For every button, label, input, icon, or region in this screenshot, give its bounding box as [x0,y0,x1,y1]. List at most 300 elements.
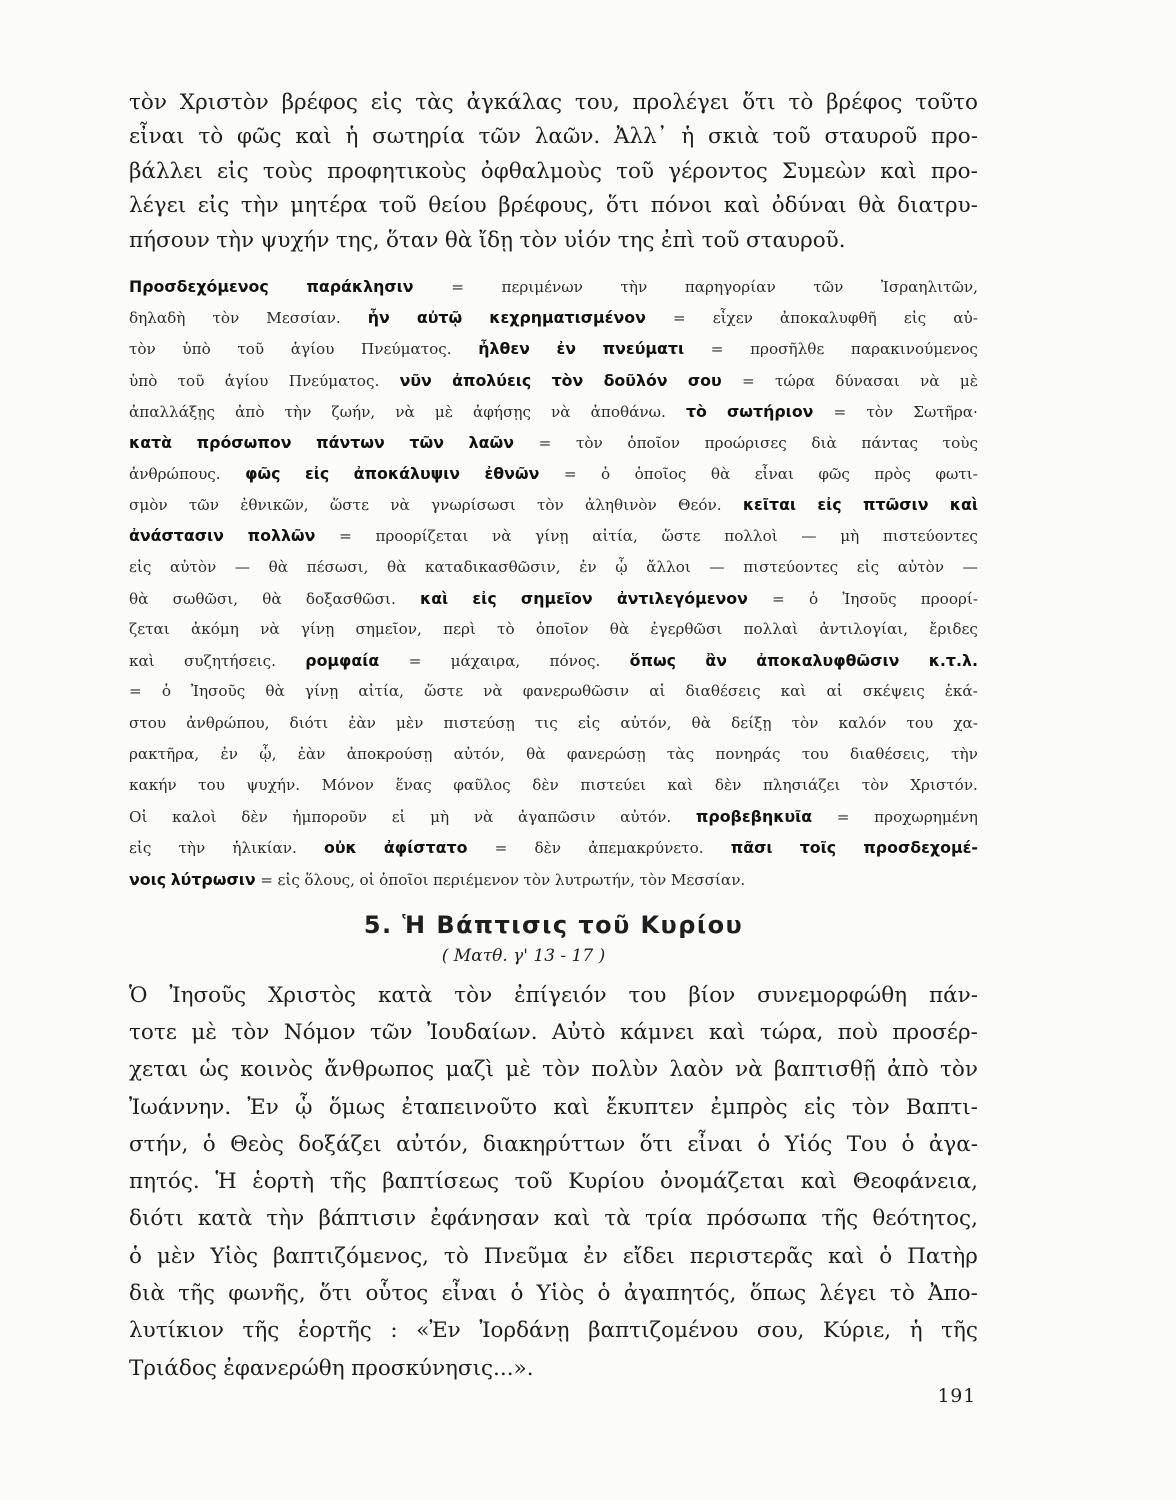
gloss-term-word: πολλῶν [247,526,316,546]
word: τὸ [198,124,224,150]
word: τὸν [939,1057,978,1083]
gloss-line [129,552,978,583]
word: δοξάζει [298,1131,382,1157]
gloss-word: = [741,371,755,390]
gloss-word: = [710,340,724,359]
word: ὅπως [749,1281,807,1307]
gloss-word: του [198,775,225,794]
word: συνεμορφώθη [757,982,908,1008]
gloss-word: νὰ [551,402,571,421]
gloss-word: τοῦ [177,371,205,390]
word: ἡ [909,1318,923,1344]
word: μητέρα [290,193,368,219]
word: τὴν [216,227,255,253]
gloss-word: ἐὰν [348,713,376,732]
word: ἔκυπτεν [605,1094,695,1120]
word: προσκύνησις...». [351,1355,534,1381]
word: Νόμον [283,1020,356,1045]
word: λαὸν [669,1057,724,1083]
gloss-word: στου [129,713,167,732]
word: ἀγαπητός, [623,1281,737,1307]
gloss-word: θὰ [268,557,289,576]
gloss-word: τὰς [666,744,695,763]
gloss-word: ἀνθρώπους. [129,465,221,484]
gloss-term-word: τὸν [551,370,584,390]
gloss-word: ἀνθρώπου, [186,713,270,732]
gloss-word: χα- [953,713,978,732]
gloss-term-word: κεῖται [742,495,797,515]
word: τῆς [821,1206,859,1232]
word: ὁ [757,1131,771,1157]
gloss-word: προορί- [920,589,978,608]
gloss-word: καλοὶ [172,808,217,827]
gloss-word: καταδικασθῶσιν, [425,557,561,576]
word: τῆς [941,1318,978,1344]
gloss-word: φαῦλος [453,775,511,794]
word: ἐπὶ [661,227,696,253]
gloss-word: Πνεύματος. [288,371,380,390]
gloss-word: ᾧ [615,557,628,576]
gloss-term-word: ἀνάστασιν [129,526,224,546]
gloss-line [129,583,978,614]
gloss-term-word: πάντων [316,432,385,452]
word: καὶ [295,124,332,150]
word: ἐν [583,1243,608,1269]
word: μαζὶ [445,1057,495,1083]
word: ἡ [345,124,359,150]
word: λέγει [129,193,187,219]
word: τὸ [443,1243,469,1269]
word: νὰ [735,1057,763,1083]
gloss-word: εἰς [903,309,927,328]
word: ὁ [510,1281,524,1307]
gloss-word: εἶχεν [712,309,753,328]
word: ἑορτῆς [297,1318,372,1344]
gloss-word: τις [534,713,558,732]
word: καὶ [723,193,761,219]
word: Κύριε, [822,1318,892,1344]
gloss-word: πιστεύοντες [882,527,978,546]
gloss-word: ἀπαλλάξῃς [129,402,215,421]
text-line [129,189,978,223]
word: πρόσωπα [706,1206,808,1232]
gloss-term-word: ἀπολύεις [452,370,532,390]
gloss-word: ἐθνικῶν, [240,496,309,515]
gloss-word: αὐτόν. [620,808,672,827]
gloss-word: θὰ [710,465,731,484]
gloss-line [129,365,978,396]
word: Ἀπο- [928,1281,978,1307]
word: ψυχήν [260,227,330,253]
gloss-word: ζεται [129,620,170,639]
word: Πνεῦμα [483,1243,569,1269]
gloss-word: τὸν [129,340,156,359]
gloss-word: αὐτὸν [897,557,945,576]
gloss-line [129,520,978,551]
gloss-word: τὸ [497,620,515,639]
gloss-word: Ἰσραηλιτῶν, [880,277,978,296]
gloss-word: τὸν [639,870,667,889]
gloss-line [129,708,978,739]
word: βαπτισθῇ [773,1057,876,1083]
word: διότι [129,1206,184,1232]
gloss-word: ἀποκαλυφθῆ [779,309,877,328]
gloss-term-word: κ.τ.λ. [928,651,978,671]
text-line [129,1275,978,1312]
gloss-word: θὰ [609,620,630,639]
word: Του [846,1131,888,1157]
gloss-word: τὴν [951,744,978,763]
scripture-reference: ( Ματθ. γ' 13 - 17 ) [441,945,606,966]
word: διὰ [129,1281,165,1307]
text-line [129,977,978,1014]
word: Υἱὸς [536,1281,585,1307]
word: τώρα, [759,1020,824,1045]
gloss-word: καὶ [780,682,807,701]
gloss-word: ᾧ, [259,744,277,763]
gloss-word: νὰ [390,496,410,515]
word: ὅτι [639,1131,673,1157]
gloss-word: θὰ [265,682,285,701]
gloss-term-word: τῶν [409,432,444,452]
word: προ- [931,124,978,150]
gloss-word: = [494,839,508,858]
text-line [129,86,978,120]
gloss-term-word: τοῖς [799,838,837,858]
word: ὅταν [385,227,439,253]
gloss-word: ὑπὸ [129,371,158,390]
gloss-word: θὰ [262,589,282,608]
word: τὸν [519,227,558,253]
gloss-word: οἱ [359,870,375,889]
gloss-word: εἰς [129,839,152,858]
text-line [129,1089,978,1126]
gloss-word: δύνασαι [835,371,900,390]
gloss-word: νὰ [491,527,512,546]
section-title: 5. Ἡ Βάπτισις τοῦ Κυρίου [363,910,744,939]
text-line [129,1350,978,1387]
gloss-line [129,614,978,645]
gloss-word: παρακινούμενος [850,340,978,359]
gloss-word: θὰ [526,744,546,763]
gloss-word: δείξῃ [731,713,772,732]
text-line [129,1238,978,1275]
gloss-word: ἀποθάνω. [590,402,666,421]
gloss-term-word: ἦν [367,308,390,328]
word: ἐμπρὸς [710,1094,788,1120]
gloss-word: μάχαιρα, [450,652,521,671]
word: χεται [129,1057,189,1083]
gloss-word: Ἰησοῦς [842,589,897,608]
gloss-term-word: ἂν [705,651,727,671]
gloss-line [129,427,978,458]
word: ὁ [202,1131,216,1157]
gloss-term-word: σημεῖον [520,588,593,608]
word: Ἡ [215,1169,237,1195]
gloss-word: προορίζεται [375,527,469,546]
gloss-word: ἁγίου [224,371,269,390]
word: τῆς [178,1281,215,1307]
gloss-word: ἀγαπῶσιν [517,808,596,827]
word: ποὺ [837,1020,878,1045]
word: Θεὸς [230,1131,284,1157]
word: τὰ [604,1206,631,1232]
word: ὅμως [328,1094,386,1120]
gloss-word: = [129,682,142,701]
gloss-word: δὲν [532,775,559,794]
gloss-term-word: σωτήριον [727,401,814,421]
gloss-word: ἀφήσῃς [472,402,531,421]
word: εἰς [217,158,249,184]
gloss-word: ἐὰν [297,744,326,763]
gloss-word: φῶς [818,465,850,484]
gloss-line [129,396,978,427]
word: Υἱός [784,1131,833,1157]
word: ὅτι [318,1281,353,1307]
word: ἐταπεινοῦτο [401,1094,538,1120]
word: τοτε [129,1020,177,1045]
word: Θεοφάνεια, [852,1169,978,1195]
gloss-word: καὶ [667,775,694,794]
text-line [129,1312,978,1349]
gloss-term-word: σου [687,370,722,390]
word: βάλλει [129,158,203,184]
gloss-word: πέσωσι, [306,557,369,576]
gloss-word: γίνῃ [304,682,339,701]
gloss-word: = [408,652,422,671]
gloss-word: ἄλλοι [646,557,691,576]
word: τῆς [242,1318,280,1344]
gloss-word: ὁποῖον [627,433,681,452]
gloss-term-word: ρομφαία [305,651,380,671]
text-line [129,1014,978,1051]
word: τὸν [851,1094,890,1120]
gloss-word: λυτρωτήν, [554,870,635,889]
word: προφητικοὺς [327,158,467,184]
gloss-word: τὴν [284,402,312,421]
word: εἴδει [622,1243,675,1269]
gloss-term-word: ἐθνῶν [484,464,540,484]
gloss-word: θὰ [387,557,407,576]
word: τὸν [542,1057,581,1083]
gloss-word: Μεσσίαν. [266,309,341,328]
gloss-word: εἰ [391,808,406,827]
gloss-word: — [234,557,251,576]
gloss-word: = [836,808,850,827]
word: λέγει [819,1281,877,1307]
word: Συμεὼν [782,158,867,184]
word: εἶναι [441,1281,498,1307]
gloss-word: ἐν [579,557,597,576]
word: καὶ [880,158,917,184]
gloss-term-word: πρόσωπον [196,432,292,452]
gloss-word: σημεῖον, [355,620,422,639]
word: σου, [756,1318,805,1344]
gloss-word: ὁποῖος [634,465,687,484]
gloss-word: ὁ [161,682,171,701]
gloss-word: τὸν [212,309,240,328]
gloss-word: πολλοὶ [724,527,778,546]
gloss-word: σμὸν [129,496,168,515]
gloss-word: πιστεύοντες [743,557,839,576]
gloss-word: τῶν [188,496,219,515]
gloss-word: ἀκόμη [190,620,239,639]
text-line [129,155,978,189]
gloss-word: τὸν [861,775,889,794]
gloss-word: δὲν [241,808,268,827]
page-body [129,86,978,1387]
gloss-word: ἑκά- [944,682,978,701]
gloss-word: τοὺς [942,433,978,452]
gloss-word: τὸν [791,713,819,732]
gloss-word: πιστεύει [580,775,646,794]
gloss-word: — [709,557,725,576]
word: λυτίκιον [129,1318,224,1344]
word: βίον [688,982,736,1008]
gloss-word: θὰ [129,589,149,608]
word: καὶ [800,1169,838,1195]
word: σταυροῦ. [745,227,846,253]
word: πητός. [129,1169,200,1195]
gloss-word: = [339,527,352,546]
word: τὴν [266,1206,305,1232]
word: εἶναι [129,124,185,150]
word: βαπτιζόμενος, [272,1243,429,1269]
word: προλέγει [632,90,730,115]
word: πολὺν [591,1057,659,1083]
gloss-word: μὲ [434,402,453,421]
gloss-word: πιστεύσῃ [443,713,515,732]
gloss-line [129,333,978,364]
word: Αὐτὸ [552,1020,606,1045]
word: Ὁ [129,982,148,1008]
gloss-term-word: τὸ [685,401,707,421]
gloss-term-word: λύτρωσιν [170,869,256,889]
gloss-word: γίνῃ [300,620,335,639]
word: φωνῆς, [228,1281,306,1307]
word: προσέρ- [892,1020,978,1045]
word: της, [335,227,380,253]
gloss-word: αὐτὸν [169,557,217,576]
gloss-line [129,302,978,333]
gloss-word: μὲν [396,713,424,732]
gloss-word: ἡλικίαν. [232,839,297,858]
gloss-word: γίνῃ [535,527,569,546]
word: τὸ [788,90,814,115]
word: της [617,227,655,253]
gloss-line [129,739,978,770]
word: βρέφους, [498,193,595,219]
gloss-word: εἰς [129,557,152,576]
gloss-word: Μόνον [321,775,374,794]
word: κατὰ [197,1206,253,1232]
word: Κυρίου [568,1169,645,1195]
gloss-word: ψυχήν. [246,775,301,794]
word: εἰς [197,193,230,219]
gloss-word: ὑπὸ [182,340,211,359]
word: ἐφάνησαν [430,1206,540,1232]
word: ὡς [199,1057,229,1083]
gloss-word: τὸν [576,433,603,452]
word: ὅτι [605,193,640,219]
gloss-word: νὰ [473,808,494,827]
gloss-term-word: φῶς [245,464,281,484]
gloss-word: μὴ [840,527,860,546]
word: τὸν [454,982,493,1008]
word: Ἐν [247,1094,279,1120]
gloss-line [129,676,978,707]
word: Ἀλλ᾿ [614,124,668,150]
word: ἑορτὴ [252,1169,315,1195]
section-paragraph [129,977,978,1387]
gloss-word: πονηράς [715,744,781,763]
gloss-word: πάντας [861,433,919,452]
gloss-term-word: λαῶν [468,432,514,452]
gloss-word: ἁγίου [290,340,335,359]
gloss-word: δὲν [714,775,742,794]
gloss-word: σωθῶσι, [172,589,239,608]
word: τὸν [231,1020,270,1045]
gloss-line [129,271,978,302]
gloss-word: ἀπεμακρύνετο. [588,839,704,858]
gloss-term-word: καὶ [419,588,449,608]
word: καὶ [553,1206,591,1232]
gloss-word: τὴν [620,277,648,296]
word: τῶν [478,124,521,150]
gloss-term-word: ἐν [556,339,577,359]
word: ὁ [597,1281,611,1307]
gloss-word: ὥστε [661,527,701,546]
word: πήσουν [129,227,210,253]
gloss-word: ὁποῖον [535,620,589,639]
gloss-word: προχωρημένη [874,808,978,827]
gloss-line [129,864,978,895]
gloss-word: κακήν [129,775,177,794]
gloss-word: περιμένων [501,277,583,296]
gloss-word: τώρα [775,371,815,390]
word: σκιὰ [707,124,760,150]
gloss-word: προώρισες [704,433,787,452]
word: ἀγα- [928,1131,978,1157]
gloss-word: ἀποκρούσῃ [346,744,433,763]
gloss-word: εἰς [277,870,300,889]
word: εἶναι [687,1131,743,1157]
word: ὁ [901,1131,915,1157]
gloss-word: γνωρίσωσι [431,496,516,515]
gloss-line [129,832,978,863]
gloss-line [129,801,978,832]
gloss-term-word: νῦν [399,370,432,390]
gloss-word: ὥστε [424,682,464,701]
gloss-term-word: αὐτῷ [416,308,463,328]
gloss-word: διότι [289,713,329,732]
word: ᾧ [295,1094,313,1120]
word: βαπτιζομένου [588,1318,739,1344]
word: τοῦ [378,193,417,219]
gloss-word: νὰ [920,371,940,390]
gloss-term-word: ἦλθεν [478,339,530,359]
gloss-word: Θεόν. [678,496,722,515]
gloss-term-word: προσδεχομέ- [863,838,978,858]
gloss-word: του [801,744,829,763]
word: θείου [428,193,487,219]
word: κάμνει [619,1020,695,1045]
word: καὶ [709,1020,746,1045]
gloss-word: διὰ [811,433,837,452]
word: θὰ [444,227,473,253]
gloss-word: φωτι- [935,465,978,484]
gloss-word: = [563,465,577,484]
